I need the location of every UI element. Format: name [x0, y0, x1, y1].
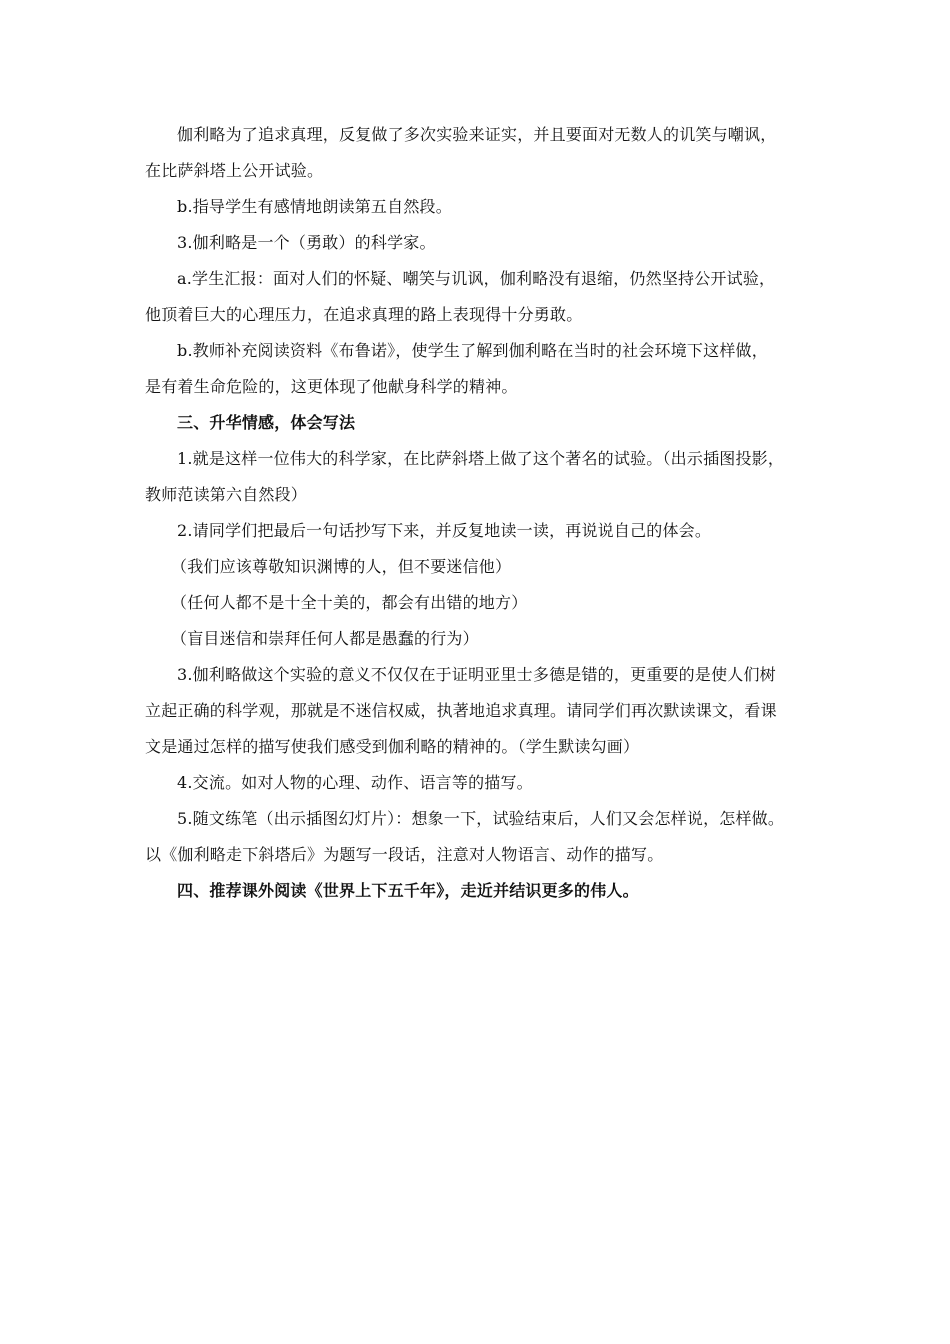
paragraph-line: 4.交流。如对人物的心理、动作、语言等的描写。	[177, 773, 533, 792]
paragraph-line: 立起正确的科学观，那就是不迷信权威，执著地追求真理。请同学们再次默读课文，看课	[145, 701, 777, 720]
paragraph-line: （我们应该尊敬知识渊博的人，但不要迷信他）	[171, 557, 512, 576]
paragraph-line: 1.就是这样一位伟大的科学家，在比萨斜塔上做了这个著名的试验。（出示插图投影，	[177, 449, 785, 468]
section-heading: 三、升华情感，体会写法	[177, 413, 356, 432]
paragraph-line: 5.随文练笔（出示插图幻灯片）：想象一下，试验结束后，人们又会怎样说，怎样做。	[177, 809, 785, 828]
paragraph-line: 是有着生命危险的，这更体现了他献身科学的精神。	[145, 377, 518, 396]
paragraph-line: a.学生汇报：面对人们的怀疑、嘲笑与讥讽，伽利略没有退缩，仍然坚持公开试验，	[177, 269, 776, 288]
paragraph-line: 3.伽利略做这个实验的意义不仅仅在于证明亚里士多德是错的，更重要的是使人们树	[177, 665, 776, 684]
paragraph-line: 教师范读第六自然段）	[145, 485, 308, 504]
paragraph-line: 在比萨斜塔上公开试验。	[145, 161, 324, 180]
document-body	[145, 117, 810, 909]
paragraph-line: 伽利略为了追求真理，反复做了多次实验来证实，并且要面对无数人的讥笑与嘲讽，	[177, 125, 777, 144]
paragraph-line: （盲目迷信和崇拜任何人都是愚蠢的行为）	[171, 629, 479, 648]
paragraph-line: b.指导学生有感情地朗读第五自然段。	[177, 197, 452, 216]
paragraph-line: （任何人都不是十全十美的，都会有出错的地方）	[171, 593, 528, 612]
paragraph-line: b.教师补充阅读资料《布鲁诺》，使学生了解到伽利略在当时的社会环境下这样做，	[177, 341, 768, 360]
paragraph-line: 3.伽利略是一个（勇敢）的科学家。	[177, 233, 436, 252]
section-heading: 四、推荐课外阅读《世界上下五千年》，走近并结识更多的伟人。	[177, 881, 639, 900]
paragraph-line: 他顶着巨大的心理压力，在追求真理的路上表现得十分勇敢。	[145, 305, 583, 324]
paragraph-line: 文是通过怎样的描写使我们感受到伽利略的精神的。（学生默读勾画）	[145, 737, 640, 756]
paragraph-line: 以《伽利略走下斜塔后》为题写一段话，注意对人物语言、动作的描写。	[145, 845, 664, 864]
paragraph-line: 2.请同学们把最后一句话抄写下来，并反复地读一读，再说说自己的体会。	[177, 521, 712, 540]
